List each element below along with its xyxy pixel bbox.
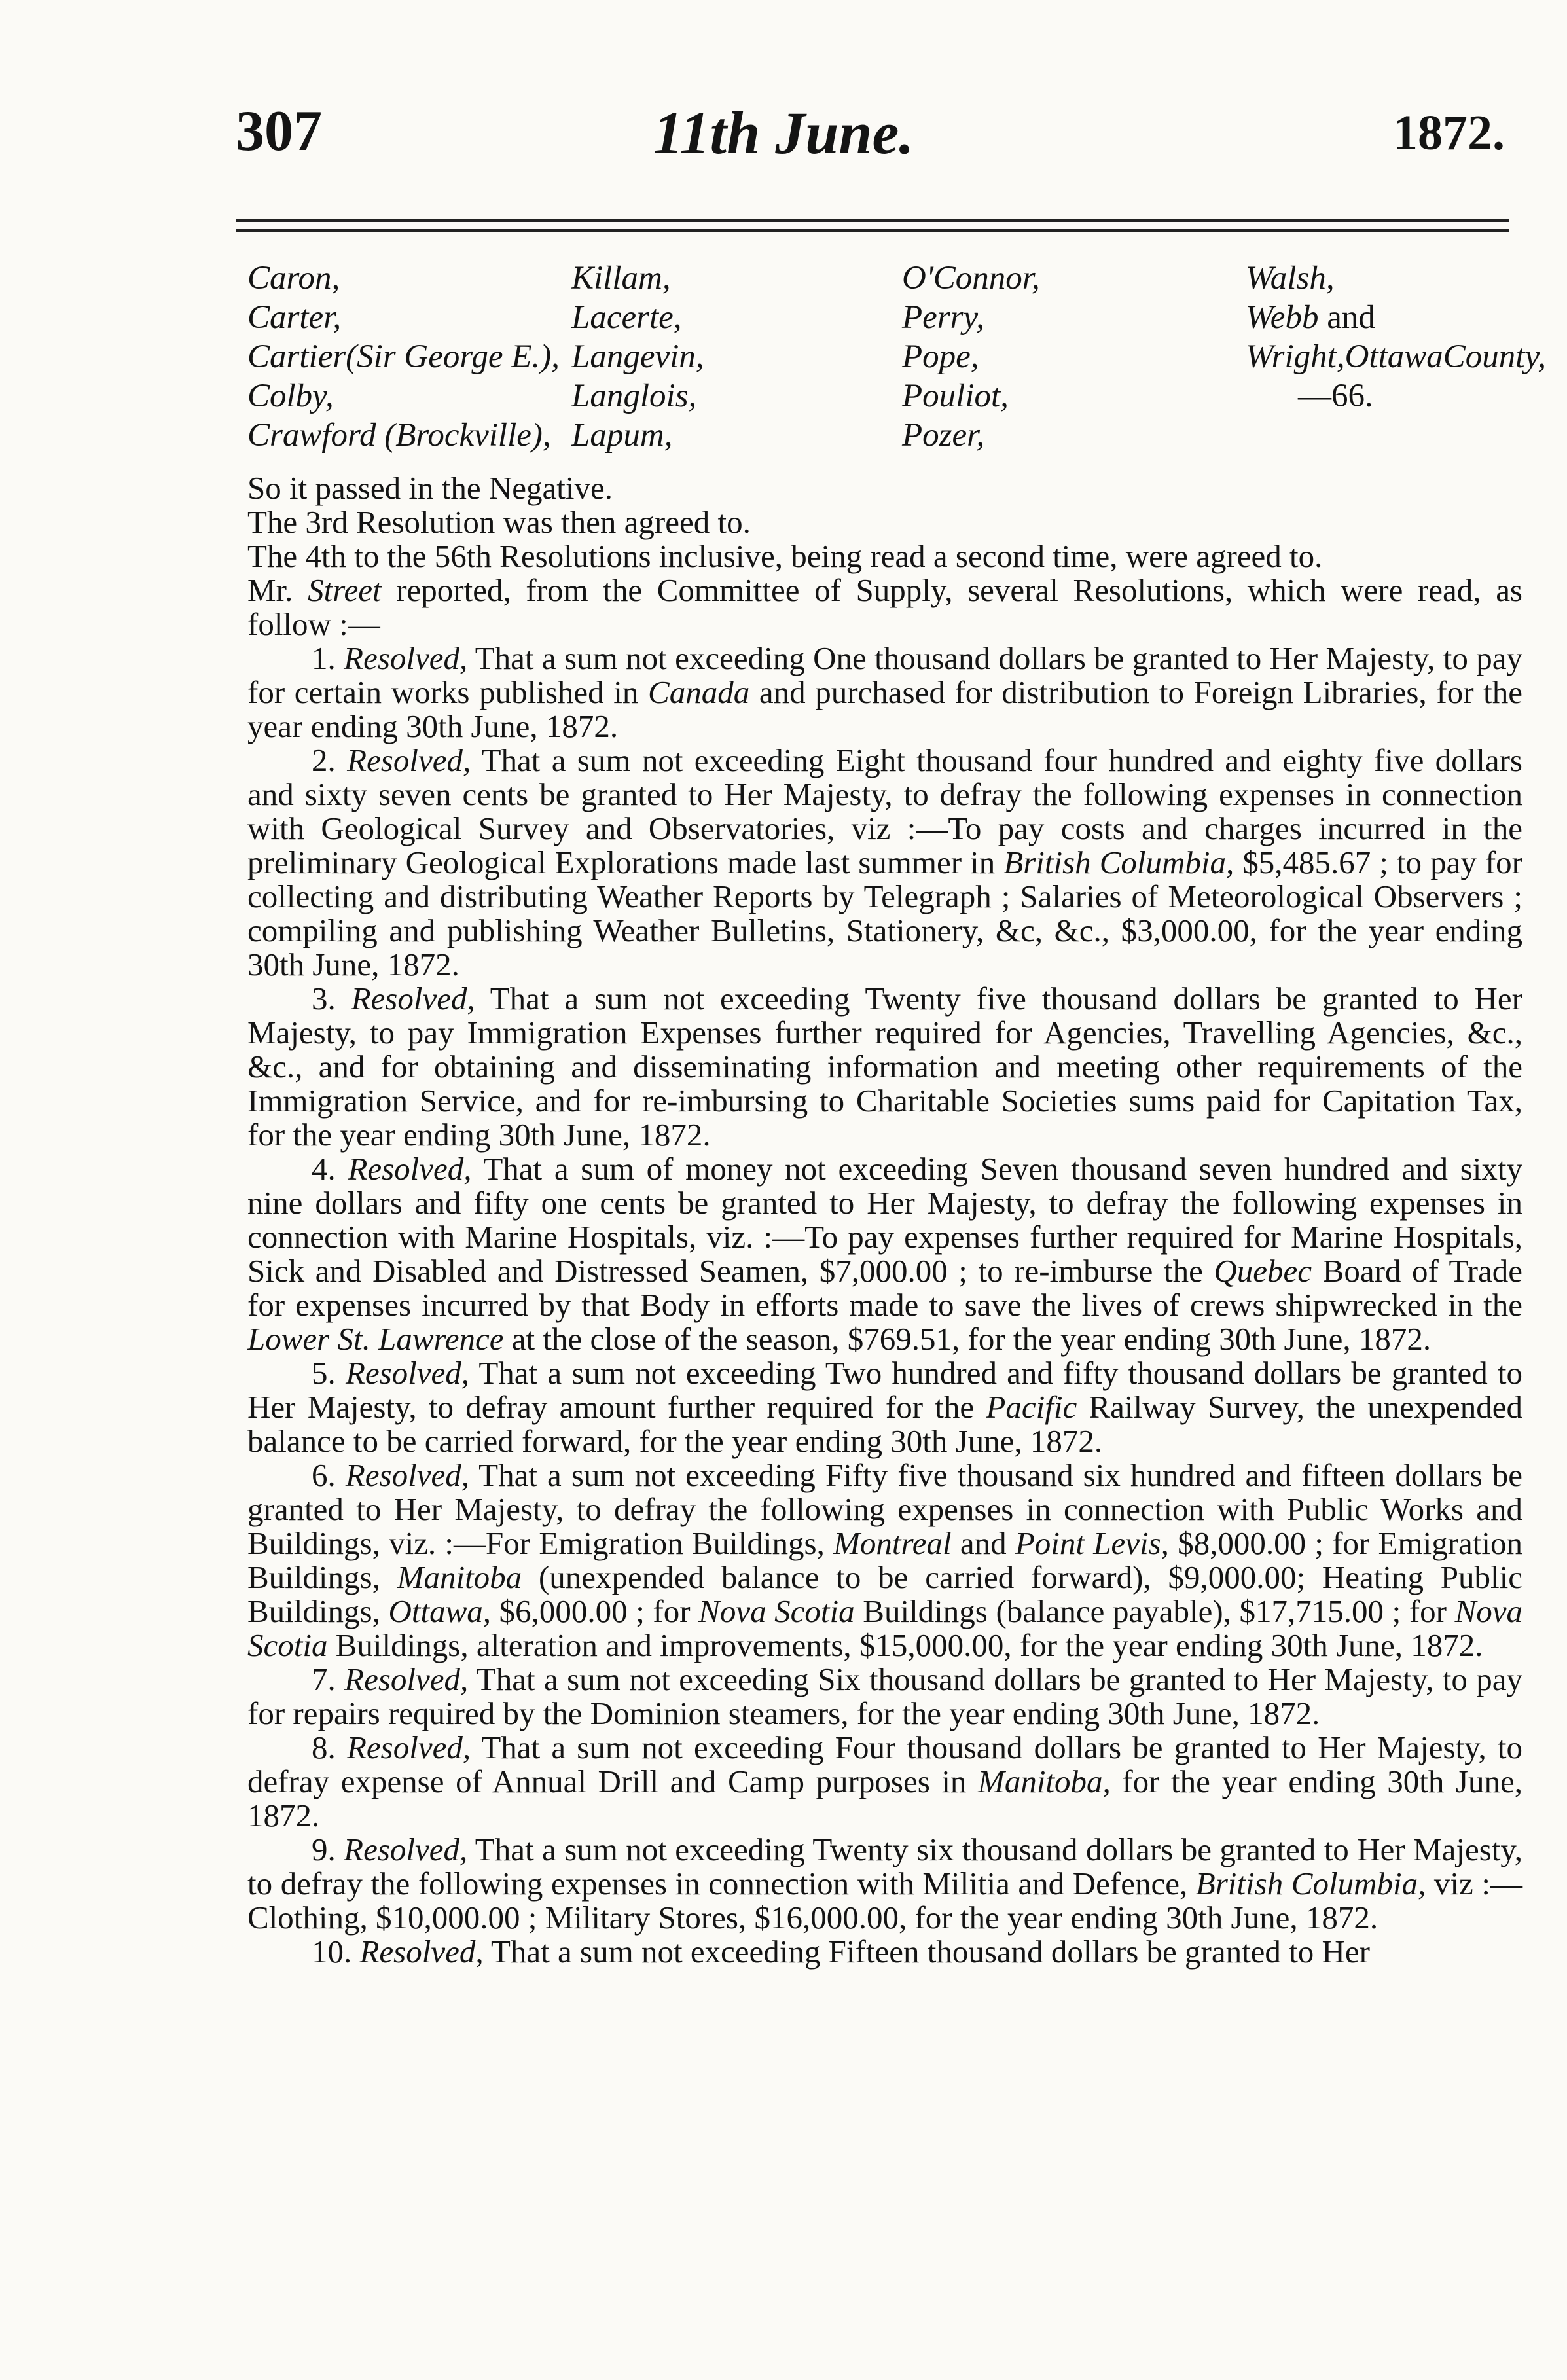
resolution-7: 7. Resolved, That a sum not exceeding Six thousand dollars be granted to Her Majesty, to pay for repairs required by the Dominion steamers, for the year ending 30th June, 1872. bbox=[247, 1661, 1522, 1731]
name-row: Cartier(Sir George E.), Langevin, bbox=[247, 338, 704, 375]
name-row: Webb and bbox=[1246, 299, 1375, 336]
resolution-3: 3. Resolved, That a sum not exceeding Twenty five thousand dollars be granted to Her Majesty, to pay Immigration Expenses further required for Agencies, Travelling Agencies, &c., &c., and for obtaining and disseminating information and meeting other requirements of the Immigration Service, and for re-imbursing to Charitable Societies sums paid for Capitation Tax, for the year ending 30th June, 1872. bbox=[247, 981, 1522, 1153]
page-date-title: 11th June. bbox=[653, 99, 914, 166]
name-row: Walsh, bbox=[1246, 260, 1335, 297]
resolution-2: 2. Resolved, That a sum not exceeding Eight thousand four hundred and eighty five dollars and sixty seven cents be granted to Her Majesty, to defray the following expenses in connection with Geological Survey and Observatories, viz :—To pay costs and charges incurred in the preliminary Geological Explorations made last summer in British Columbia, $5,485.67 ; to pay for collecting and distributing Weather Reports by Telegraph ; Salaries of Meteorological Observers ; compiling and publishing Weather Bulletins, Stationery, &c, &c., $3,000.00, for the year ending 30th June, 1872. bbox=[247, 742, 1522, 983]
resolution-10: 10. Resolved, That a sum not exceeding Fifteen thousand dollars be granted to Her bbox=[312, 1934, 1370, 1970]
page-header bbox=[0, 98, 1567, 183]
resolution-5: 5. Resolved, That a sum not exceeding Two hundred and fifty thousand dollars be granted to Her Majesty, to defray amount further required for the Pacific Railway Survey, the unexpended balance to be carried forward, for the year ending 30th June, 1872. bbox=[247, 1355, 1522, 1459]
names-column-2 bbox=[902, 259, 1040, 455]
header-rule-top bbox=[236, 219, 1509, 222]
paragraph-negative: So it passed in the Negative. bbox=[247, 470, 613, 506]
names-column-1 bbox=[247, 259, 704, 455]
name-row: Crawford (Brockville), Lapum, bbox=[247, 417, 673, 454]
name-row: Carter, Lacerte, bbox=[247, 299, 682, 336]
name-row: Wright,OttawaCounty, bbox=[1246, 338, 1547, 375]
resolution-6: 6. Resolved, That a sum not exceeding Fifty five thousand six hundred and fifteen dollars be granted to Her Majesty, to defray the following expenses in connection with Public Works and Buildings, viz. :—For Emigration Buildings, Montreal and Point Levis, $8,000.00 ; for Emigration Buildings, Manitoba (unexpended balance to be carried forward), $9,000.00; Heating Public Buildings, Ottawa, $6,000.00 ; for Nova Scotia Buildings (balance payable), $17,715.00 ; for Nova Scotia Buildings, alteration and improvements, $15,000.00, for the year ending 30th June, 1872. bbox=[247, 1457, 1523, 1663]
paragraph-street-report: Mr. Street reported, from the Committee of Supply, several Resolutions, which were read, as follow :— bbox=[247, 572, 1523, 642]
resolution-4: 4. Resolved, That a sum of money not exceeding Seven thousand seven hundred and sixty nine dollars and fifty one cents be granted to Her Majesty, to defray the following expenses in connection with Marine Hospitals, viz. :—To pay expenses further required for Marine Hospitals, Sick and Disabled and Distressed Seamen, $7,000.00 ; to re-imburse the Quebec Board of Trade for expenses incurred by that Body in efforts made to save the lives of crews shipwrecked in the Lower St. Lawrence at the close of the season, $769.51, for the year ending 30th June, 1872. bbox=[247, 1151, 1522, 1357]
resolution-8: 8. Resolved, That a sum not exceeding Four thousand dollars be granted to Her Majesty, to defray expense of Annual Drill and Camp purposes in Manitoba, for the year ending 30th June, 1872. bbox=[247, 1729, 1523, 1833]
name-row: Colby, Langlois, bbox=[247, 378, 697, 414]
name-row: O'Connor, bbox=[902, 260, 1040, 297]
journal-body-text bbox=[247, 471, 1522, 1969]
resolution-1: 1. Resolved, That a sum not exceeding One thousand dollars be granted to Her Majesty, to pay for certain works published in Canada and purchased for distribution to Foreign Libraries, for the year ending 30th June, 1872. bbox=[247, 640, 1523, 744]
name-row: Caron, Killam, bbox=[247, 260, 671, 297]
paragraph-fourth-resolutions: The 4th to the 56th Resolutions inclusive, being read a second time, were agreed to. bbox=[247, 538, 1323, 574]
header-rule-bottom bbox=[236, 229, 1509, 232]
page-number: 307 bbox=[236, 99, 322, 163]
page-year: 1872. bbox=[1393, 105, 1505, 160]
vote-total: —66. bbox=[1298, 378, 1373, 414]
names-column-3 bbox=[1246, 259, 1546, 416]
name-row: Pope, bbox=[902, 338, 979, 375]
paragraph-third-resolution: The 3rd Resolution was then agreed to. bbox=[247, 504, 751, 540]
name-row: Pozer, bbox=[902, 417, 985, 454]
resolution-9: 9. Resolved, That a sum not exceeding Twenty six thousand dollars be granted to Her Majesty, to defray the following expenses in connection with Militia and Defence, British Columbia, viz :—Clothing, $10,000.00 ; Military Stores, $16,000.00, for the year ending 30th June, 1872. bbox=[247, 1831, 1522, 1936]
name-row: Perry, bbox=[902, 299, 985, 336]
name-row: Pouliot, bbox=[902, 378, 1009, 414]
